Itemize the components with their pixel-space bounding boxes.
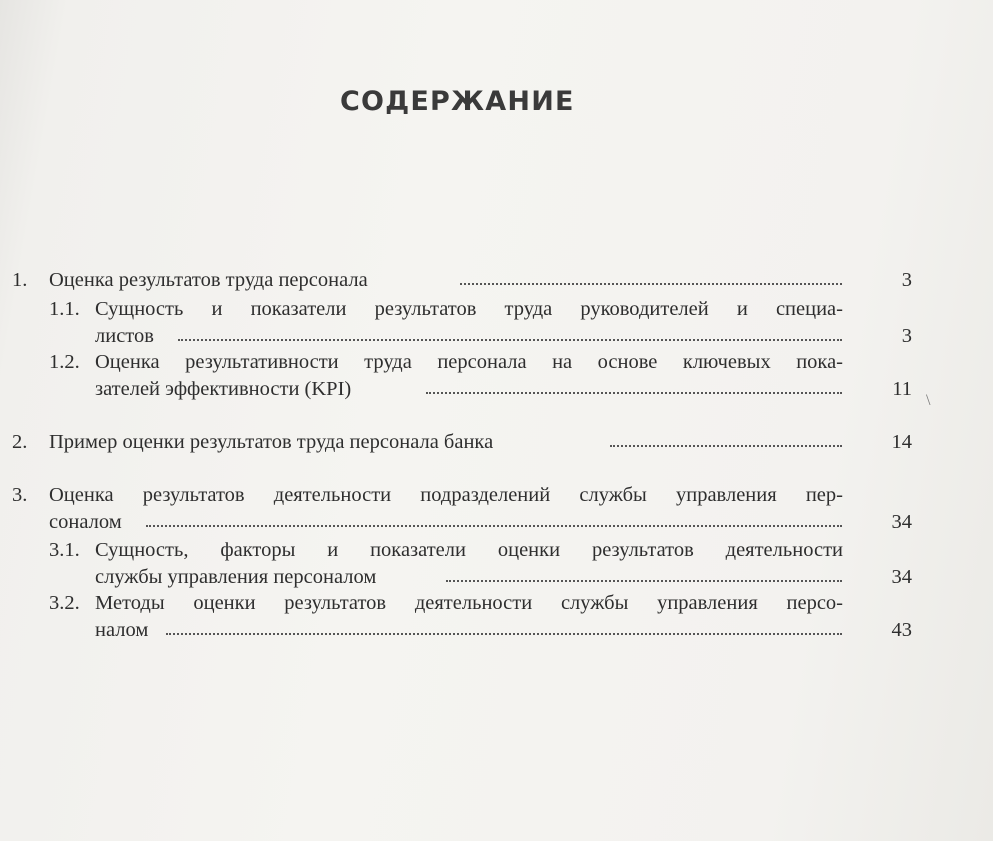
toc-entry-3-cont	[0, 508, 993, 536]
toc-number: 1.1.	[49, 298, 80, 320]
toc-leader	[446, 580, 842, 582]
toc-leader	[178, 339, 842, 341]
toc-page: 34	[891, 566, 912, 588]
toc-number: 3.	[12, 484, 28, 506]
toc-entry-3-2[interactable]	[0, 589, 993, 617]
toc-page: 3	[901, 269, 912, 291]
toc-leader	[146, 525, 842, 527]
toc-page: 3	[901, 325, 912, 347]
toc-leader	[426, 392, 842, 394]
toc-page: 43	[891, 619, 912, 641]
toc-title: Пример оценки результатов труда персонала банка	[49, 431, 494, 453]
toc-title-line2: соналом	[49, 511, 122, 533]
toc-page: 14	[891, 431, 912, 453]
toc-entry-3-1[interactable]	[0, 536, 993, 564]
toc-leader	[460, 283, 842, 285]
toc-leader	[610, 445, 842, 447]
toc-number: 1.2.	[49, 351, 80, 373]
toc-number: 3.1.	[49, 539, 80, 561]
toc-page: 11	[892, 378, 912, 400]
toc-title-line1: Методы оценки результатов деятельности службы управления персо-	[95, 592, 843, 614]
toc-entry-2[interactable]	[0, 428, 993, 456]
toc-number: 1.	[12, 269, 28, 291]
toc-title-line1: Оценка результативности труда персонала на основе ключевых пока-	[95, 351, 843, 373]
toc-leader	[166, 633, 842, 635]
toc-entry-1-2[interactable]	[0, 348, 993, 376]
toc-number: 2.	[12, 431, 28, 453]
toc-title-line1: Оценка результатов деятельности подразделений службы управления пер-	[49, 484, 843, 506]
toc-entry-3[interactable]	[0, 481, 993, 509]
toc-entry-1-1[interactable]	[0, 295, 993, 323]
toc-title-line1: Сущность и показатели результатов труда руководителей и специа-	[95, 298, 843, 320]
toc-title-line2: службы управления персоналом	[95, 566, 377, 588]
stray-pencil-mark: \	[926, 392, 931, 409]
toc-page: 34	[891, 511, 912, 533]
toc-title-line2: зателей эффективности (KPI)	[95, 378, 352, 400]
page-title: СОДЕРЖАНИЕ	[340, 86, 575, 117]
toc-entry-1-2-cont	[0, 375, 993, 403]
toc-number: 3.2.	[49, 592, 80, 614]
toc-entry-1-1-cont	[0, 322, 993, 350]
toc-title: Оценка результатов труда персонала	[49, 269, 368, 291]
toc-title-line2: налом	[95, 619, 149, 641]
toc-entry-1[interactable]	[0, 266, 993, 294]
toc-title-line1: Сущность, факторы и показатели оценки результатов деятельности	[95, 539, 843, 561]
toc-title-line2: листов	[95, 325, 154, 347]
toc-entry-3-1-cont	[0, 563, 993, 591]
toc-entry-3-2-cont	[0, 616, 993, 644]
